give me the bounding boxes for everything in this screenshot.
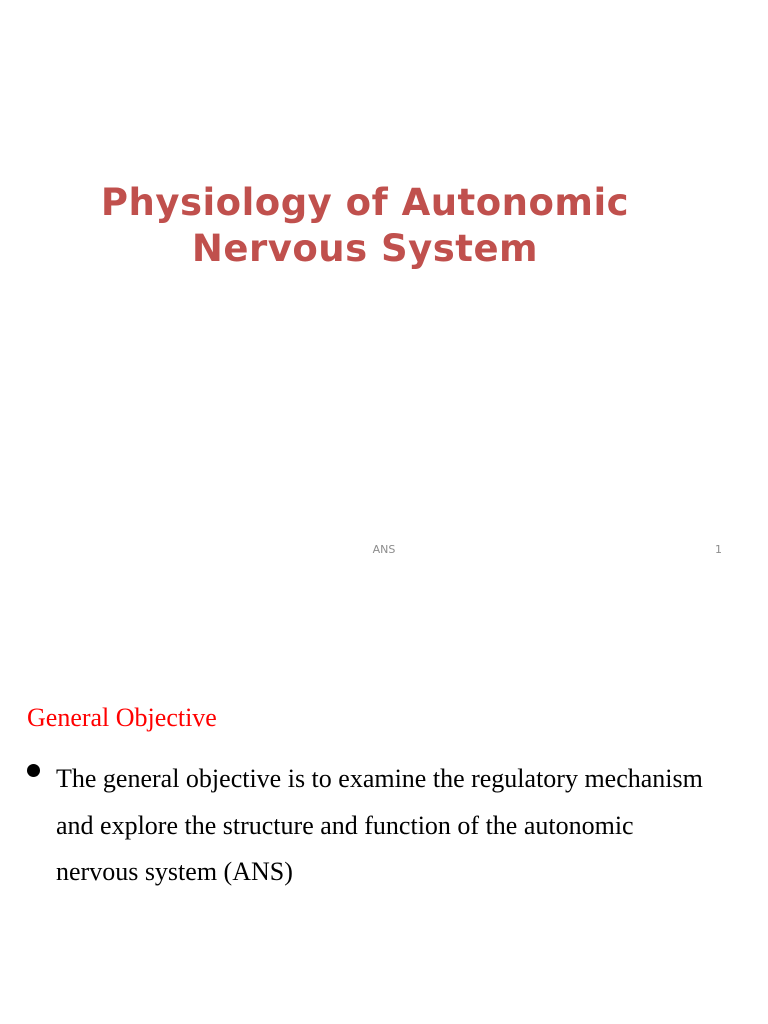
slide-2	[0, 576, 768, 1024]
slide-footer-label: ANS	[372, 543, 396, 556]
section-heading: General Objective	[27, 703, 217, 732]
slide-title: Physiology of Autonomic Nervous System	[100, 181, 630, 270]
slide-page-number: 1	[715, 543, 722, 556]
bullet-dot-icon	[27, 764, 40, 777]
bullet-text: The general objective is to examine the regulatory mechanism and explore the structure and function of the autonomic nervous system (ANS)	[56, 764, 703, 886]
